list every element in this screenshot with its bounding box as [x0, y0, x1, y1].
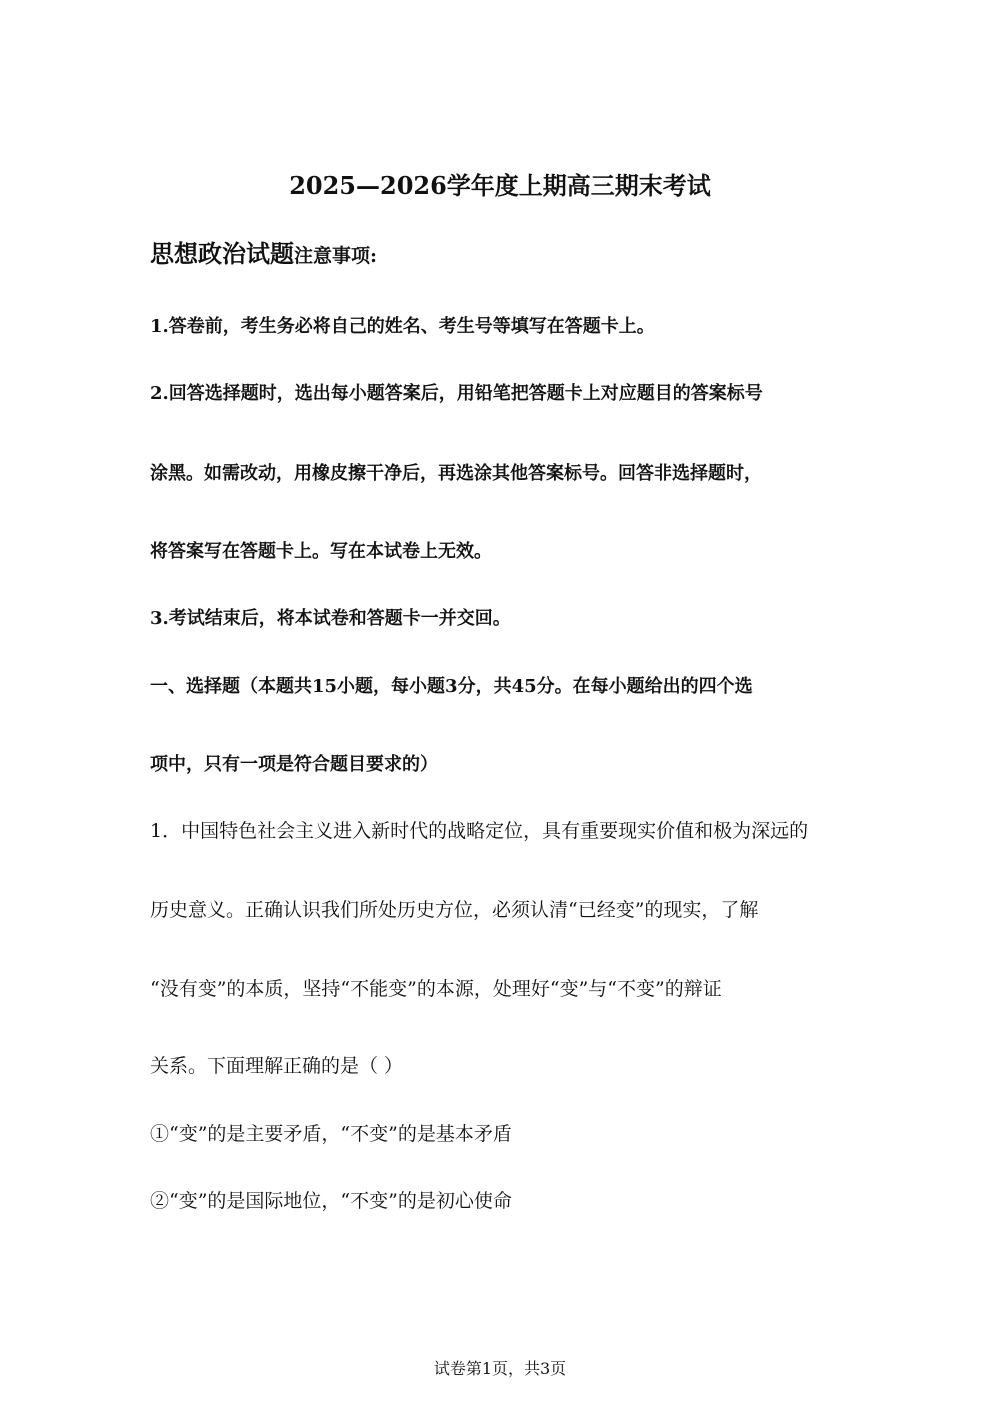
subject-heading	[150, 240, 870, 269]
subject-title: 思想政治试题	[150, 239, 294, 268]
notice-line-3: 涂黑。如需改动，用橡皮擦干净后，再选涂其他答案标号。回答非选择题时，	[150, 463, 762, 484]
page-title: 2025—2026学年度上期高三期末考试	[289, 171, 711, 200]
question-1-line-2: 历史意义。正确认识我们所处历史方位，必须认清“已经变”的现实，了解	[150, 899, 759, 921]
question-1-line-1: 1．中国特色社会主义进入新时代的战略定位，具有重要现实价值和极为深远的	[150, 820, 809, 842]
notice-heading: 注意事项:	[294, 245, 378, 267]
page-footer: 试卷第1页，共3页	[433, 1359, 567, 1378]
notice-line-5: 3.考试结束后，将本试卷和答题卡一并交回。	[150, 608, 511, 629]
section-heading-line-2: 项中，只有一项是符合题目要求的）	[150, 754, 438, 775]
section-heading-line-1: 一、选择题（本题共15小题，每小题3分，共45分。在每小题给出的四个选	[150, 676, 753, 697]
question-1-option-2: ②“变”的是国际地位，“不变”的是初心使命	[150, 1190, 512, 1212]
notice-line-4: 将答案写在答题卡上。写在本试卷上无效。	[150, 541, 492, 562]
question-1-line-4: 关系。下面理解正确的是（ ）	[150, 1055, 404, 1077]
question-1-line-3: “没有变”的本质，坚持“不能变”的本源，处理好“变”与“不变”的辩证	[150, 978, 722, 1000]
notice-line-1: 1.答卷前，考生务必将自己的姓名、考生号等填写在答题卡上。	[150, 316, 655, 337]
question-1-option-1: ①“变”的是主要矛盾，“不变”的是基本矛盾	[150, 1123, 512, 1145]
notice-line-2: 2.回答选择题时，选出每小题答案后，用铅笔把答题卡上对应题目的答案标号	[150, 383, 763, 404]
